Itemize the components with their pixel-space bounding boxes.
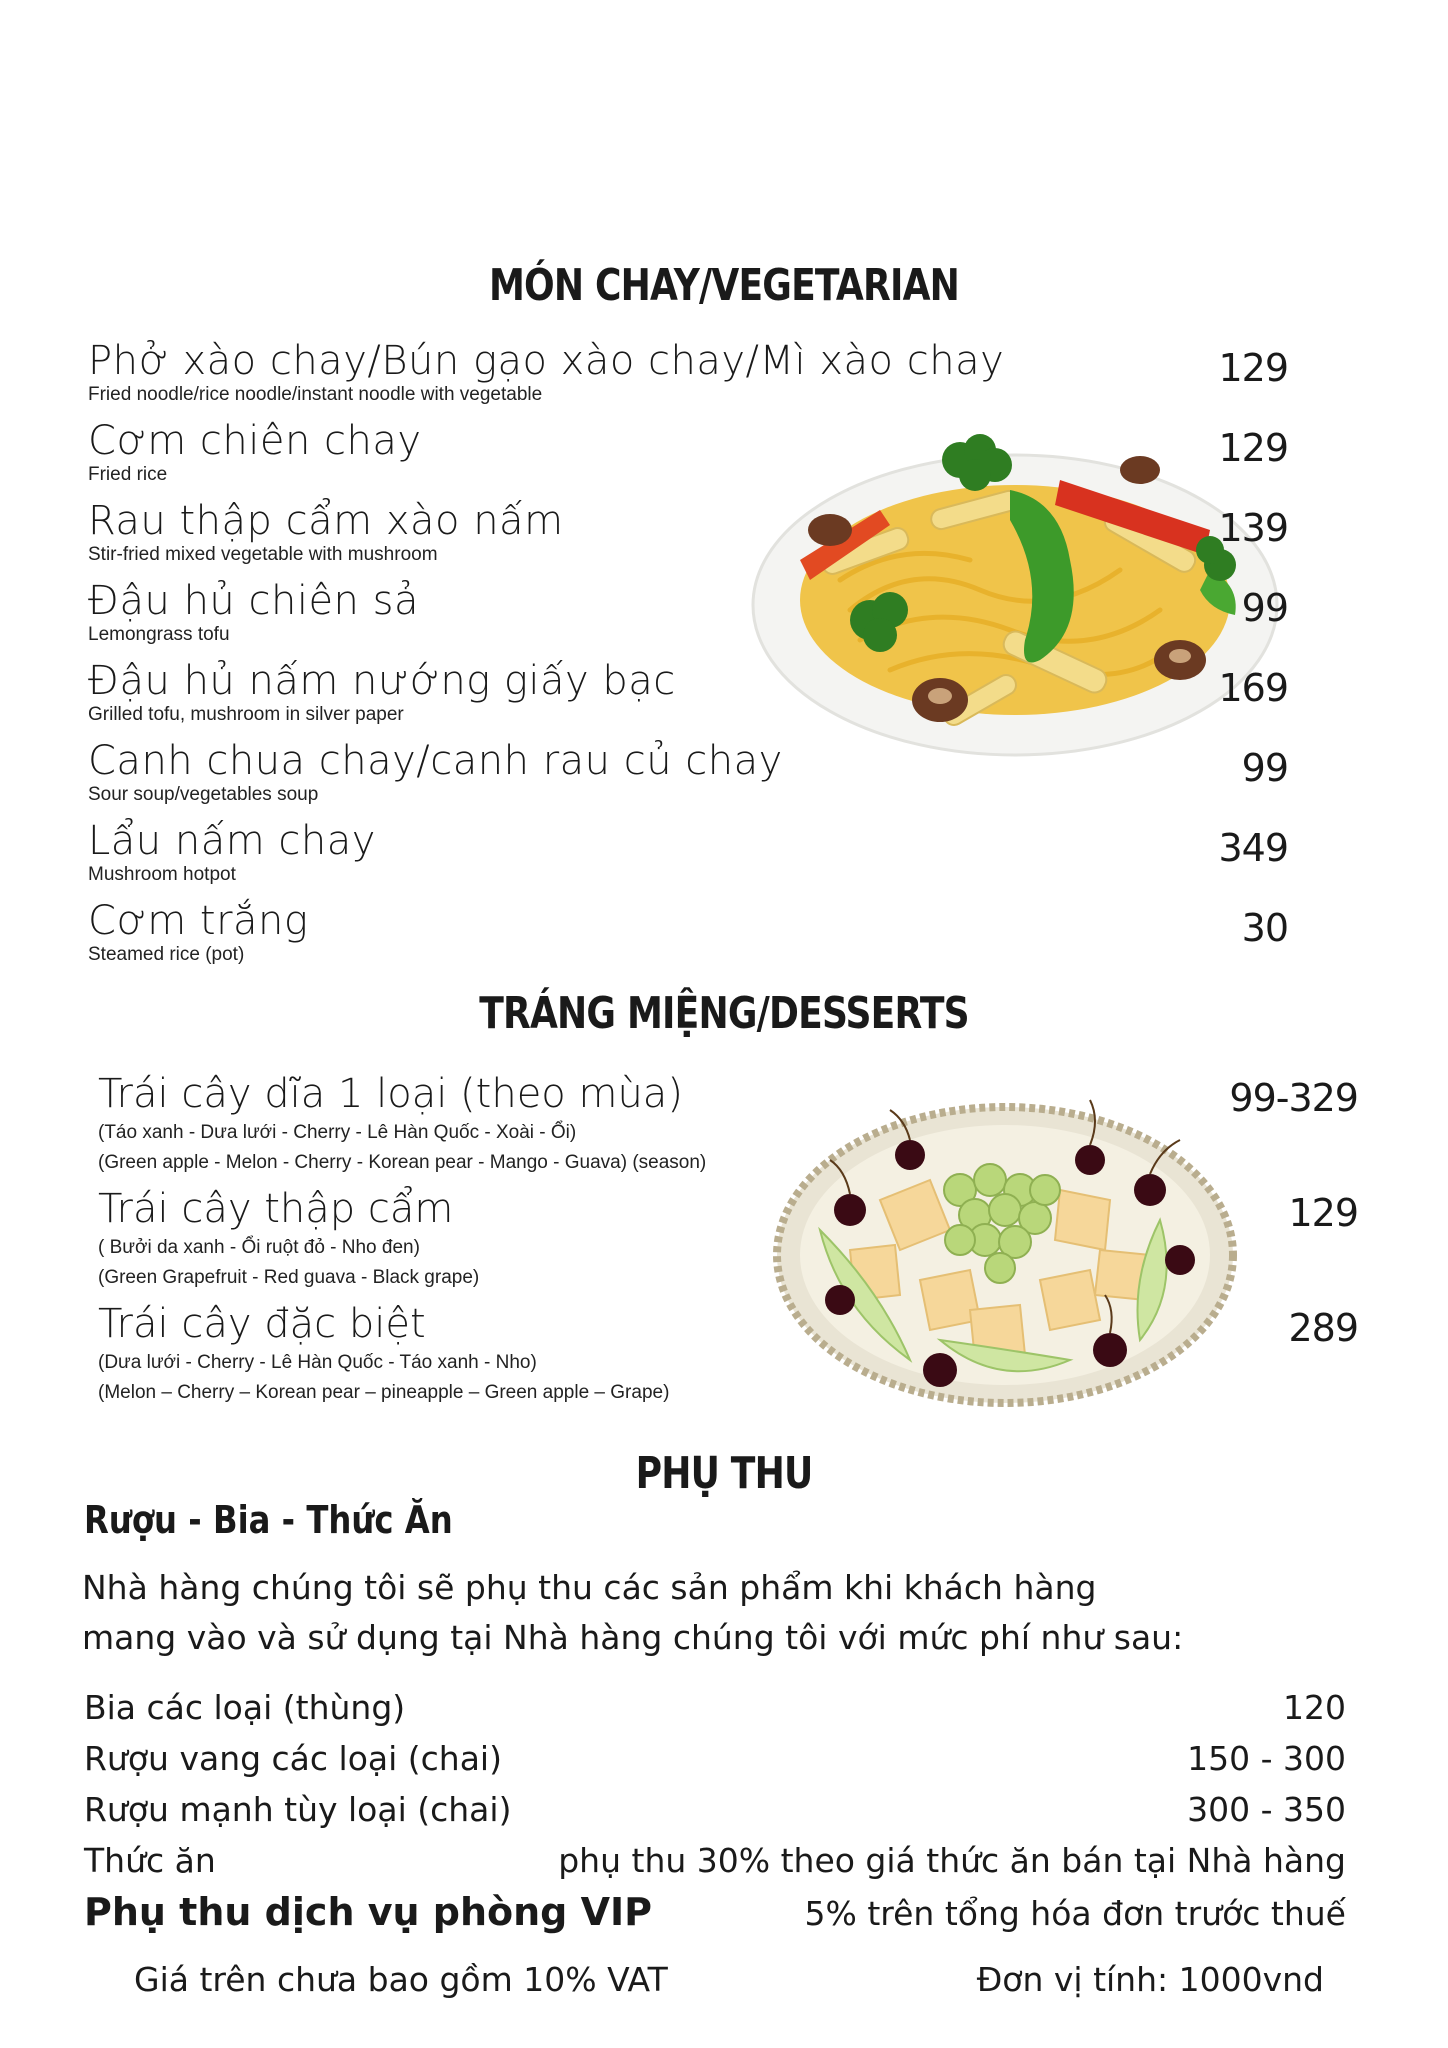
menu-item-price: 129 xyxy=(1218,346,1288,390)
desserts-section-title: TRÁNG MIỆNG/DESSERTS xyxy=(479,988,969,1039)
dessert-item-description-en: (Green apple - Melon - Cherry - Korean pear - Mango - Guava) (season) xyxy=(98,1152,707,1173)
dessert-item-name: Trái cây thập cẩm xyxy=(98,1186,454,1232)
menu-item-price: 139 xyxy=(1218,506,1288,550)
surcharge-paragraph-line-2: mang vào và sử dụng tại Nhà hàng chúng tôi với mức phí như sau: xyxy=(82,1618,1184,1657)
menu-item-description: Sour soup/vegetables soup xyxy=(88,784,319,805)
surcharge-subtitle: Rượu - Bia - Thức Ăn xyxy=(84,1498,453,1542)
surcharge-paragraph-line-1: Nhà hàng chúng tôi sẽ phụ thu các sản phẩm khi khách hàng xyxy=(82,1568,1097,1607)
menu-item-description: Mushroom hotpot xyxy=(88,864,236,885)
fee-value: 120 xyxy=(1283,1688,1346,1727)
surcharge-section-title: PHỤ THU xyxy=(635,1448,813,1499)
dessert-item xyxy=(98,1070,1368,1178)
food-fee-label: Thức ăn xyxy=(84,1841,216,1880)
fee-label: Rượu vang các loại (chai) xyxy=(84,1739,502,1778)
dessert-item-description-vi: (Táo xanh - Dưa lưới - Cherry - Lê Hàn Quốc - Xoài - Ổi) xyxy=(98,1122,577,1143)
menu-item-name: Phở xào chay/Bún gạo xào chay/Mì xào chay xyxy=(88,338,1005,384)
menu-item-description: Lemongrass tofu xyxy=(88,624,230,645)
menu-item-name: Rau thập cẩm xào nấm xyxy=(88,498,564,544)
fee-label: Bia các loại (thùng) xyxy=(84,1688,406,1727)
menu-item xyxy=(88,418,1368,486)
dessert-item xyxy=(98,1300,1368,1408)
menu-item-price: 99 xyxy=(1241,746,1288,790)
menu-item-description: Fried noodle/rice noodle/instant noodle with vegetable xyxy=(88,384,543,405)
unit-note: Đơn vị tính: 1000vnd xyxy=(976,1960,1324,1999)
menu-item-name: Cơm chiên chay xyxy=(88,418,422,464)
vip-fee-value: 5% trên tổng hóa đơn trước thuế xyxy=(804,1894,1346,1933)
menu-item xyxy=(88,738,1368,806)
menu-item xyxy=(88,898,1368,966)
vip-fee-label: Phụ thu dịch vụ phòng VIP xyxy=(84,1890,653,1934)
fee-label: Rượu mạnh tùy loại (chai) xyxy=(84,1790,512,1829)
dessert-item-description-en: (Green Grapefruit - Red guava - Black grape) xyxy=(98,1267,480,1288)
menu-item xyxy=(88,498,1368,566)
vegetarian-section-title: MÓN CHAY/VEGETARIAN xyxy=(488,260,960,311)
dessert-item-price: 99-329 xyxy=(1229,1076,1358,1120)
fee-value: 150 - 300 xyxy=(1187,1739,1346,1778)
menu-item-price: 129 xyxy=(1218,426,1288,470)
menu-item xyxy=(88,578,1368,646)
vat-note: Giá trên chưa bao gồm 10% VAT xyxy=(134,1960,668,1999)
fee-value: 300 - 350 xyxy=(1187,1790,1346,1829)
menu-item-description: Steamed rice (pot) xyxy=(88,944,245,965)
menu-item xyxy=(88,338,1368,406)
menu-item-name: Cơm trắng xyxy=(88,898,309,944)
dessert-item xyxy=(98,1185,1368,1293)
menu-item-name: Lẩu nấm chay xyxy=(88,818,376,864)
dessert-item-description-en: (Melon – Cherry – Korean pear – pineapple – Green apple – Grape) xyxy=(98,1382,670,1403)
dessert-item-description-vi: ( Bưởi da xanh - Ổi ruột đỏ - Nho đen) xyxy=(98,1237,420,1258)
food-fee-value: phụ thu 30% theo giá thức ăn bán tại Nhà hàng xyxy=(558,1841,1346,1880)
menu-item-name: Canh chua chay/canh rau củ chay xyxy=(88,738,783,784)
menu-item-price: 349 xyxy=(1218,826,1288,870)
menu-item-price: 99 xyxy=(1241,586,1288,630)
dessert-item-description-vi: (Dưa lưới - Cherry - Lê Hàn Quốc - Táo xanh - Nho) xyxy=(98,1352,537,1373)
dessert-item-name: Trái cây dĩa 1 loại (theo mùa) xyxy=(98,1071,683,1117)
dessert-item-price: 289 xyxy=(1288,1306,1358,1350)
menu-item xyxy=(88,658,1368,726)
menu-item-description: Stir-fried mixed vegetable with mushroom xyxy=(88,544,438,565)
menu-item-price: 30 xyxy=(1241,906,1288,950)
dessert-item-price: 129 xyxy=(1288,1191,1358,1235)
menu-item-description: Grilled tofu, mushroom in silver paper xyxy=(88,704,404,725)
menu-item-name: Đậu hủ chiên sả xyxy=(88,578,419,624)
menu-item xyxy=(88,818,1368,886)
menu-item-description: Fried rice xyxy=(88,464,168,485)
menu-item-name: Đậu hủ nấm nướng giấy bạc xyxy=(88,658,676,704)
dessert-item-name: Trái cây đặc biệt xyxy=(98,1301,426,1347)
menu-item-price: 169 xyxy=(1218,666,1288,710)
